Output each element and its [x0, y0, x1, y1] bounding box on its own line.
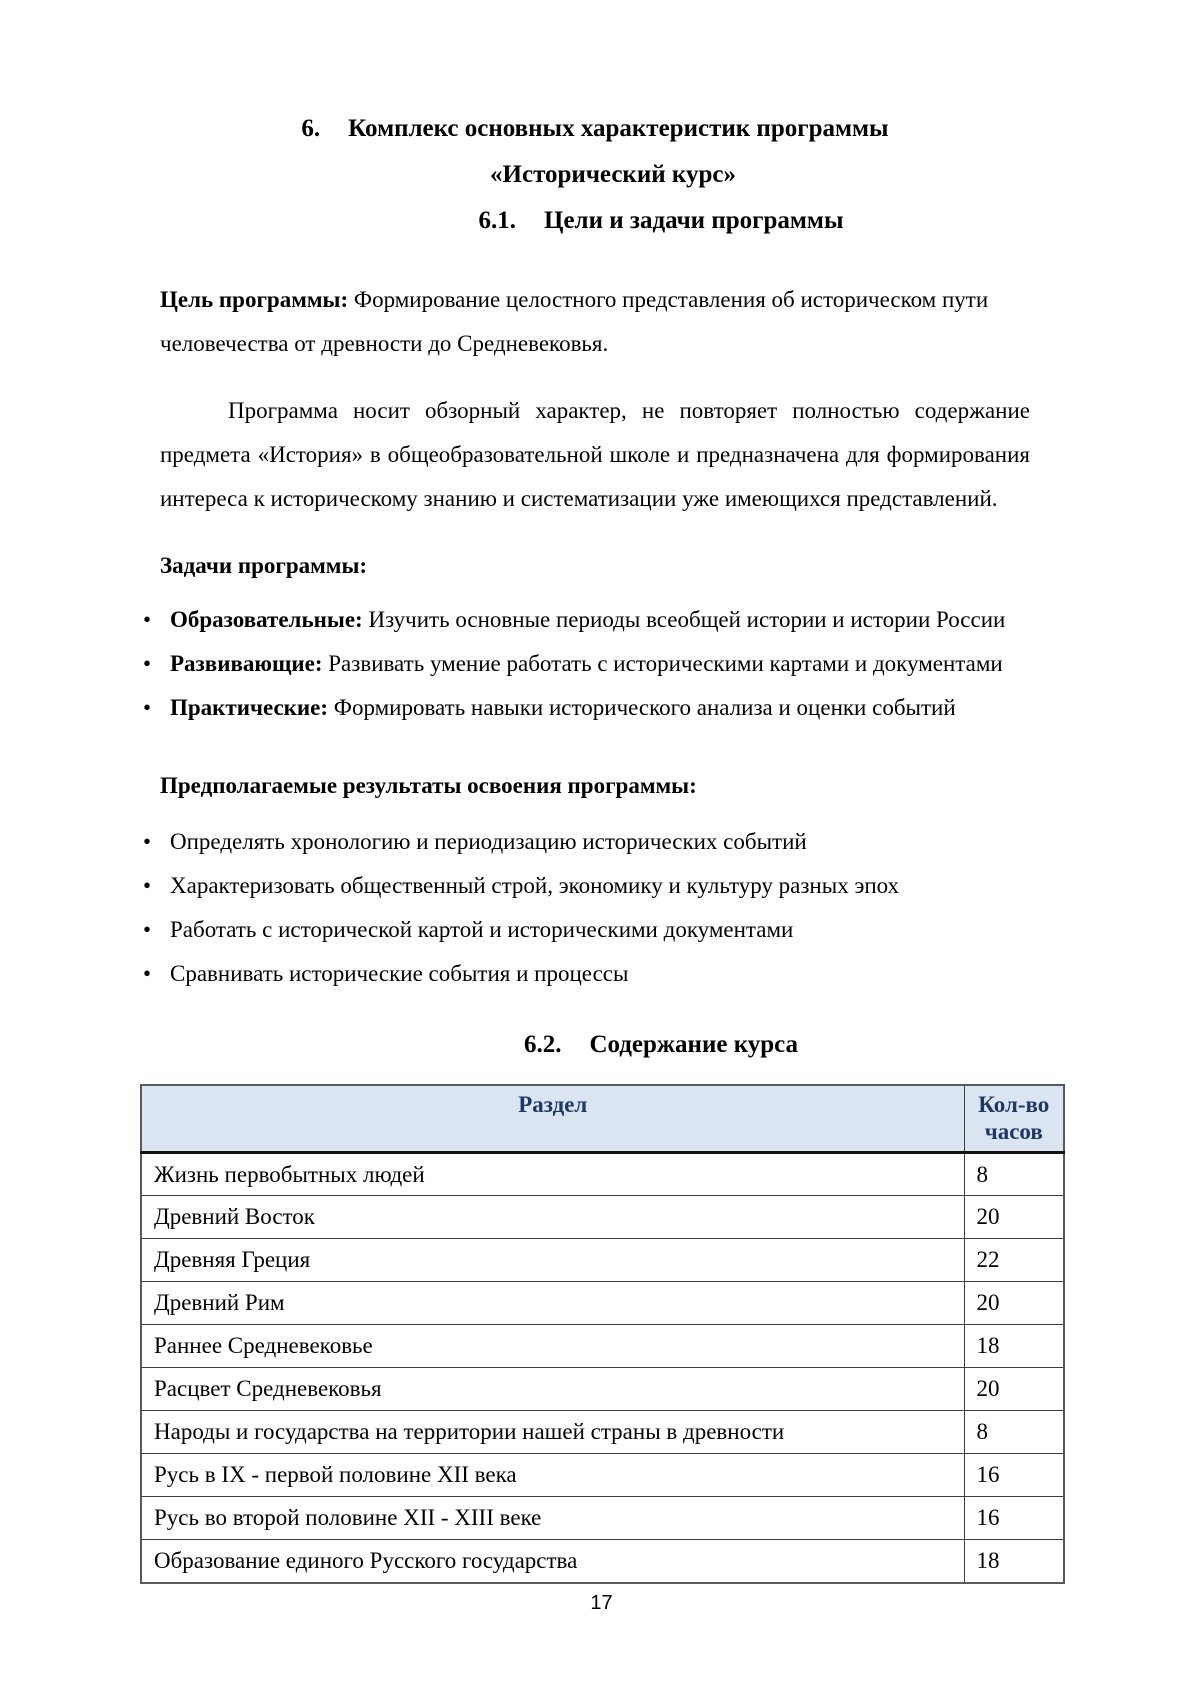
goal-label: Цель программы:	[160, 287, 349, 312]
table-row	[141, 1540, 1064, 1583]
table-row	[141, 1497, 1064, 1540]
section-cell: Древняя Греция	[141, 1239, 964, 1282]
hours-cell: 20	[964, 1368, 1064, 1411]
section-6-2-number: 6.2.	[523, 1031, 562, 1058]
task-list-item	[139, 598, 1030, 642]
section-cell: Жизнь первобытных людей	[141, 1153, 964, 1196]
section-cell: Русь в IX - первой половине XII века	[141, 1454, 964, 1497]
table-body	[141, 1153, 1064, 1583]
section-cell: Расцвет Средневековья	[141, 1368, 964, 1411]
hours-cell: 18	[964, 1325, 1064, 1368]
hours-cell: 20	[964, 1282, 1064, 1325]
hours-cell: 22	[964, 1239, 1064, 1282]
section-cell: Раннее Средневековье	[141, 1325, 964, 1368]
section-6-2-heading-wrap	[160, 1022, 1030, 1068]
table-row	[141, 1411, 1064, 1454]
tasks-list	[139, 598, 1030, 730]
result-list-item: • Работать с исторической картой и историческими документами	[139, 908, 1030, 952]
task-list-item	[139, 686, 1030, 730]
section-cell: Древний Восток	[141, 1196, 964, 1239]
task-text: Развивать умение работать с историческими картами и документами	[328, 651, 1003, 676]
section-6-2-title: Содержание курса	[589, 1031, 799, 1058]
results-heading: Предполагаемые результаты освоения программы:	[160, 773, 697, 798]
goal-text: Формирование целостного представления об историческом пути человечества от древности до Средневековья.	[160, 287, 989, 356]
result-list-item: • Характеризовать общественный строй, экономику и культуру разных эпох	[139, 864, 1030, 908]
section-6-title: Комплекс основных характеристик программы	[348, 115, 889, 142]
document-titles	[160, 106, 1030, 244]
result-list-item: • Определять хронологию и периодизацию исторических событий	[139, 820, 1030, 864]
column-header-hours: Кол-во часов	[964, 1085, 1064, 1153]
table-row	[141, 1454, 1064, 1497]
task-label: Развивающие:	[170, 651, 323, 676]
page-number: 17	[590, 1591, 613, 1614]
hours-cell: 16	[964, 1497, 1064, 1540]
section-6-1-heading	[226, 198, 1096, 244]
column-header-section: Раздел	[141, 1085, 964, 1153]
task-text: Изучить основные периоды всеобщей истории и истории России	[368, 607, 1006, 632]
hours-cell: 8	[964, 1153, 1064, 1196]
task-text: Формировать навыки исторического анализа и оценки событий	[333, 695, 956, 720]
table-row	[141, 1325, 1064, 1368]
table-row	[141, 1368, 1064, 1411]
hours-cell: 16	[964, 1454, 1064, 1497]
section-6-heading	[160, 106, 1030, 152]
table-row	[141, 1239, 1064, 1282]
table-row	[141, 1153, 1064, 1196]
table-header-row	[141, 1085, 1064, 1153]
result-list-item: • Сравнивать исторические события и процессы	[139, 952, 1030, 996]
section-6-1-title: Цели и задачи программы	[544, 207, 844, 234]
course-content-table	[140, 1084, 1065, 1584]
table-row	[141, 1282, 1064, 1325]
tasks-heading: Задачи программы:	[160, 553, 368, 578]
results-list	[139, 820, 1030, 996]
section-6-1-number: 6.1.	[478, 207, 517, 234]
section-cell: Русь во второй половине XII - XIII веке	[141, 1497, 964, 1540]
task-list-item	[139, 642, 1030, 686]
overview-paragraph: Программа носит обзорный характер, не повторяет полностью содержание предмета «История» в общеобразовательной школе и предназначена для формирования интереса к историческому знанию и систематизации уже имеющихся представлений.	[160, 398, 1030, 511]
section-cell: Народы и государства на территории нашей страны в древности	[141, 1411, 964, 1454]
table-row	[141, 1196, 1064, 1239]
hours-cell: 20	[964, 1196, 1064, 1239]
section-cell: Древний Рим	[141, 1282, 964, 1325]
program-name-heading: «Исторический курс»	[490, 161, 736, 188]
goal-paragraph	[160, 278, 1030, 366]
task-label: Образовательные:	[170, 607, 363, 632]
hours-cell: 8	[964, 1411, 1064, 1454]
section-6-number: 6.	[301, 115, 321, 142]
hours-cell: 18	[964, 1540, 1064, 1583]
section-cell: Образование единого Русского государства	[141, 1540, 964, 1583]
section-6-2-heading	[226, 1022, 1096, 1068]
table-header	[141, 1085, 1064, 1153]
task-label: Практические:	[170, 695, 329, 720]
